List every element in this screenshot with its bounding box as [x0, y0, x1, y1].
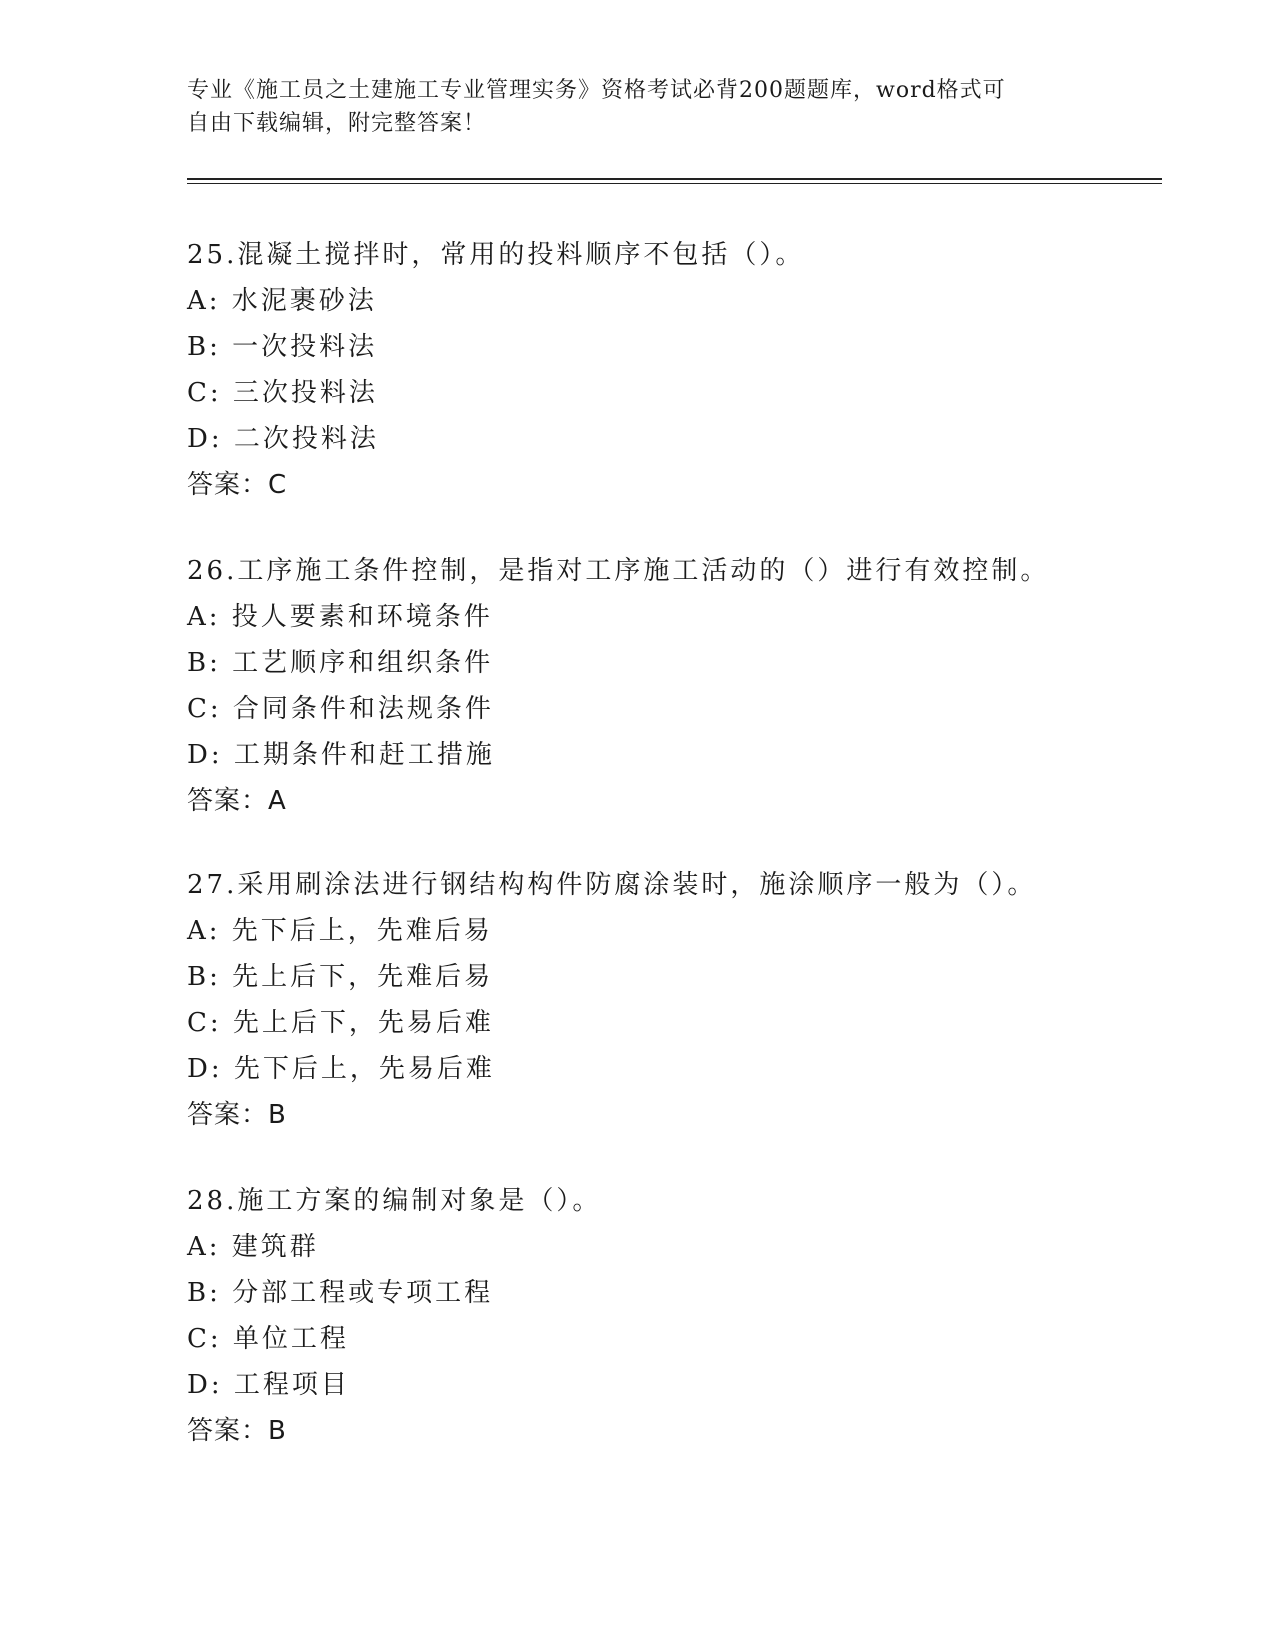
option-a: A: 先下后上，先难后易: [187, 916, 493, 946]
answer-line: 答案：C: [187, 470, 288, 500]
option-d: D: 工期条件和赶工措施: [187, 740, 495, 770]
option-b: B: 工艺顺序和组织条件: [187, 648, 494, 678]
option-c: C: 先上后下，先易后难: [187, 1008, 494, 1038]
option-c: C: 三次投料法: [187, 378, 378, 408]
question-stem: 26.工序施工条件控制，是指对工序施工活动的（）进行有效控制。: [187, 556, 1050, 586]
question-stem: 28.施工方案的编制对象是（）。: [187, 1186, 602, 1216]
option-a: A: 建筑群: [187, 1232, 319, 1262]
option-b: B: 先上后下，先难后易: [187, 962, 494, 992]
option-c: C: 单位工程: [187, 1324, 349, 1354]
header-line-2: 自由下载编辑，附完整答案！: [187, 111, 487, 136]
option-a: A: 投人要素和环境条件: [187, 602, 493, 632]
question-block: [187, 1178, 1147, 1454]
header-line-1: 专业《施工员之土建施工专业管理实务》资格考试必背200题题库，word格式可: [187, 78, 1006, 103]
header-divider-thick: [187, 178, 1162, 180]
option-a: A: 水泥裹砂法: [187, 286, 377, 316]
option-c: C: 合同条件和法规条件: [187, 694, 494, 724]
question-block: [187, 548, 1147, 824]
question-stem: 25.混凝土搅拌时，常用的投料顺序不包括（）。: [187, 240, 805, 270]
answer-line: 答案：A: [187, 786, 287, 816]
question-block: [187, 232, 1147, 508]
document-header: [187, 74, 1087, 140]
answer-line: 答案：B: [187, 1416, 287, 1446]
option-d: D: 工程项目: [187, 1370, 350, 1400]
option-b: B: 分部工程或专项工程: [187, 1278, 494, 1308]
option-d: D: 二次投料法: [187, 424, 379, 454]
option-d: D: 先下后上，先易后难: [187, 1054, 495, 1084]
question-block: [187, 862, 1147, 1138]
header-divider-thin: [187, 183, 1162, 184]
question-stem: 27.采用刷涂法进行钢结构构件防腐涂装时，施涂顺序一般为（）。: [187, 870, 1037, 900]
option-b: B: 一次投料法: [187, 332, 378, 362]
answer-line: 答案：B: [187, 1100, 287, 1130]
